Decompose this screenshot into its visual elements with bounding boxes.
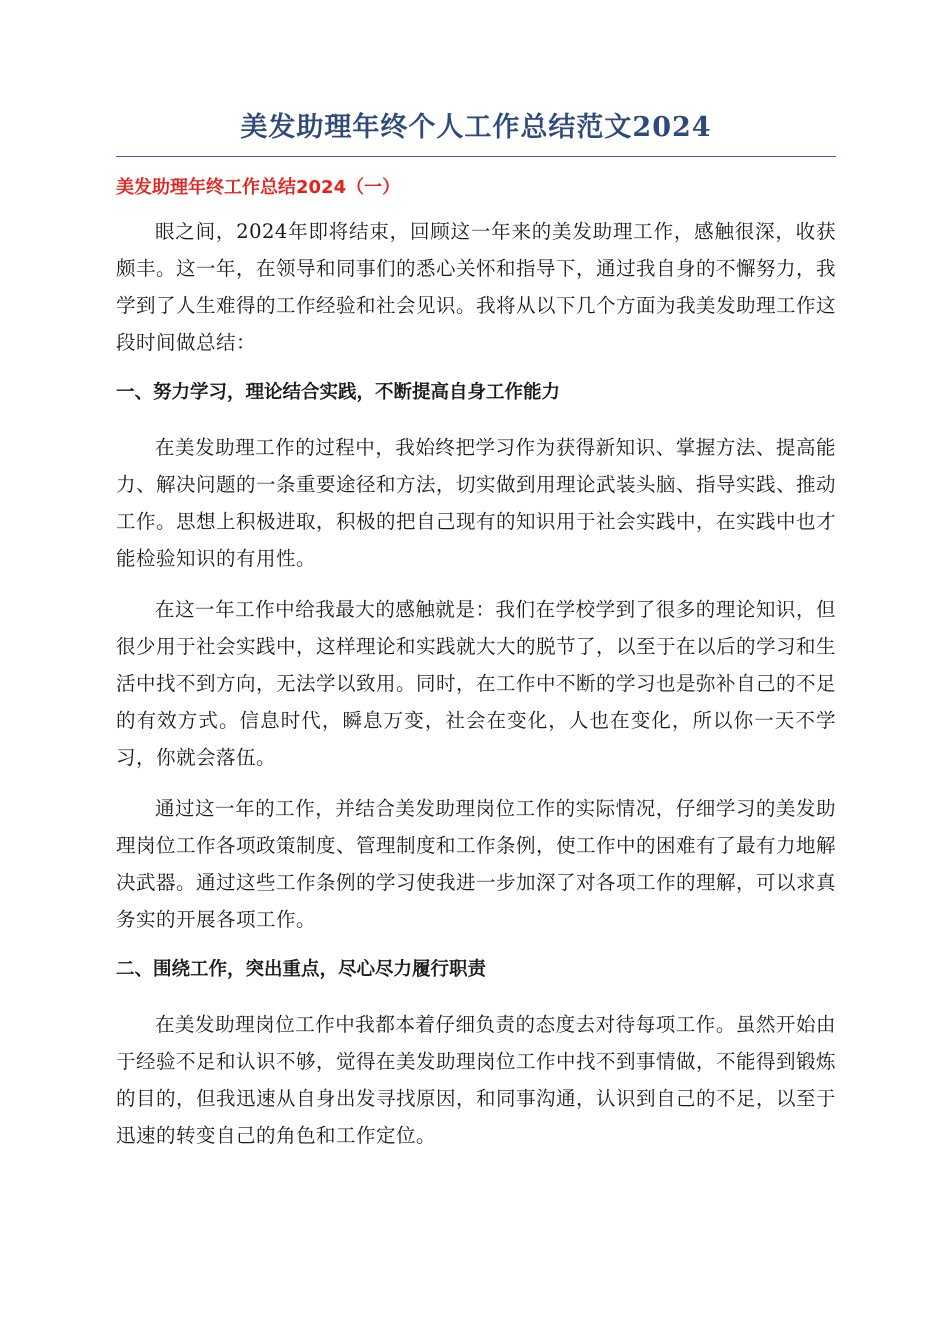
- paragraph: 通过这一年的工作，并结合美发助理岗位工作的实际情况，仔细学习的美发助理岗位工作各项政策制度、管理制度和工作条例，使工作中的困难有了最有力地解决武器。通过这些工作条例的学习使我进一步加深了对各项工作的理解，可以求真务实的开展各项工作。: [116, 797, 837, 931]
- section-heading-2: 二、围绕工作，突出重点，尽心尽力履行职责: [116, 959, 487, 980]
- title-divider: [116, 156, 836, 157]
- document-page: [116, 108, 836, 1168]
- section-heading-1: 一、努力学习，理论结合实践，不断提高自身工作能力: [116, 382, 561, 403]
- paragraph-intro: 眼之间，2024年即将结束，回顾这一年来的美发助理工作，感触很深，收获颇丰。这一年，在领导和同事们的悉心关怀和指导下，通过我自身的不懈努力，我学到了人生难得的工作经验和社会见识。我将从以下几个方面为我美发助理工作这段时间做总结：: [116, 220, 837, 354]
- document-title: 美发助理年终个人工作总结范文2024: [240, 112, 712, 143]
- paragraph: 在美发助理岗位工作中我都本着仔细负责的态度去对待每项工作。虽然开始由于经验不足和认识不够，觉得在美发助理岗位工作中找不到事情做，不能得到锻炼的目的，但我迅速从自身出发寻找原因，和同事沟通，认识到自己的不足，以至于迅速的转变自己的角色和工作定位。: [116, 1013, 837, 1147]
- paragraph: 在这一年工作中给我最大的感触就是：我们在学校学到了很多的理论知识，但很少用于社会实践中，这样理论和实践就大大的脱节了，以至于在以后的学习和生活中找不到方向，无法学以致用。同时，在工作中不断的学习也是弥补自己的不足的有效方式。信息时代，瞬息万变，社会在变化，人也在变化，所以你一天不学习，你就会落伍。: [116, 598, 837, 769]
- section-subtitle: 美发助理年终工作总结2024（一）: [116, 177, 401, 198]
- paragraph: 在美发助理工作的过程中，我始终把学习作为获得新知识、掌握方法、提高能力、解决问题的一条重要途径和方法，切实做到用理论武装头脑、指导实践、推动工作。思想上积极进取，积极的把自己现有的知识用于社会实践中，在实践中也才能检验知识的有用性。: [116, 436, 837, 570]
